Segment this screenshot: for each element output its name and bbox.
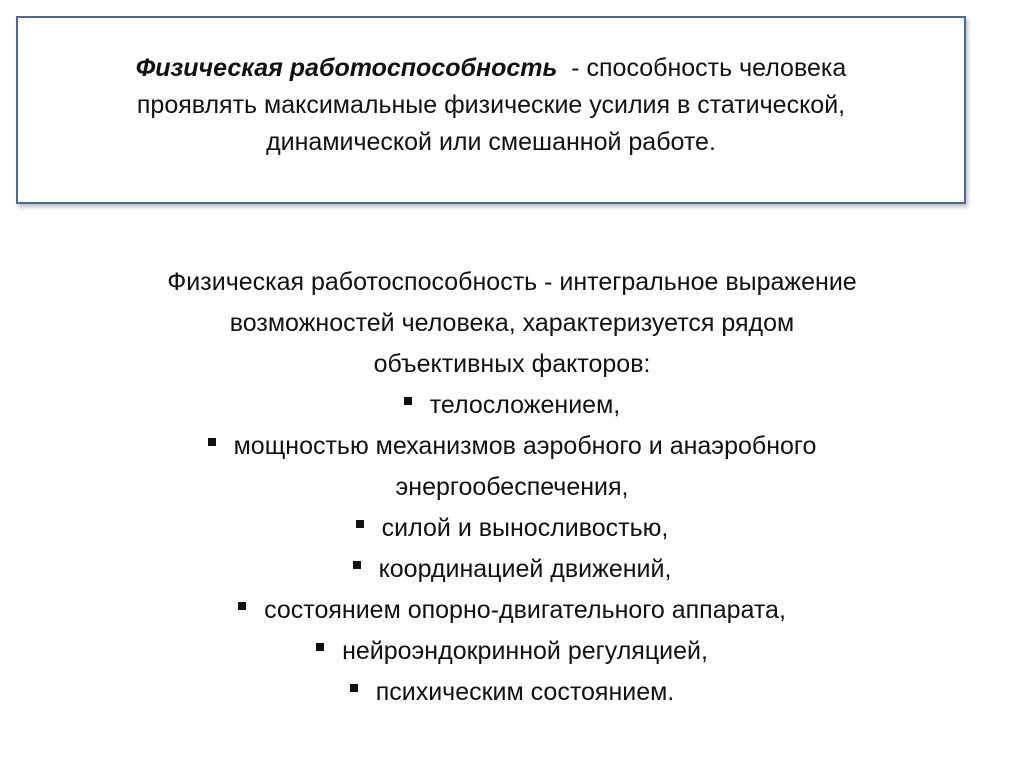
square-bullet-icon (404, 397, 412, 405)
definition-line-3: динамической или смешанной работе. (266, 128, 716, 156)
factor-item (40, 426, 984, 467)
definition-term: Физическая работоспособность (135, 54, 558, 82)
definition-box (16, 16, 966, 204)
square-bullet-icon (353, 561, 361, 569)
factor-item (40, 508, 984, 549)
main-text (40, 262, 984, 713)
square-bullet-icon (316, 643, 324, 651)
intro-line-3: объективных факторов: (373, 350, 651, 378)
factor-text: телосложением, (429, 391, 621, 419)
intro-line-2: возможностей человека, характеризуется рядом (229, 309, 795, 337)
square-bullet-icon (350, 684, 358, 692)
factor-item (40, 590, 984, 631)
factor-item (40, 672, 984, 713)
factor-item (40, 385, 984, 426)
square-bullet-icon (356, 520, 364, 528)
definition-line-2: проявлять максимальные физические усилия в статической, (136, 91, 846, 119)
definition-line-1-rest: способность человека (586, 54, 847, 82)
definition-line-1 (18, 50, 964, 87)
factor-item (40, 631, 984, 672)
factor-list (40, 385, 984, 713)
square-bullet-icon (208, 438, 216, 446)
factor-text: состоянием опорно-двигательного аппарата, (264, 596, 786, 624)
factor-text: мощностью механизмов аэробного и анаэробного (233, 432, 817, 460)
factor-text: силой и выносливостью, (381, 514, 669, 542)
square-bullet-icon (238, 602, 246, 610)
factor-text: психическим состоянием. (375, 678, 675, 706)
factor-text: нейроэндокринной регуляцией, (342, 637, 708, 665)
definition-separator: - (557, 54, 587, 82)
factor-text-continuation: энергообеспечения, (395, 473, 629, 501)
factor-item-continuation (40, 467, 984, 508)
factor-text: координацией движений, (378, 555, 672, 583)
intro-line-1: Физическая работоспособность - интегральное выражение (167, 268, 857, 296)
factor-item (40, 549, 984, 590)
